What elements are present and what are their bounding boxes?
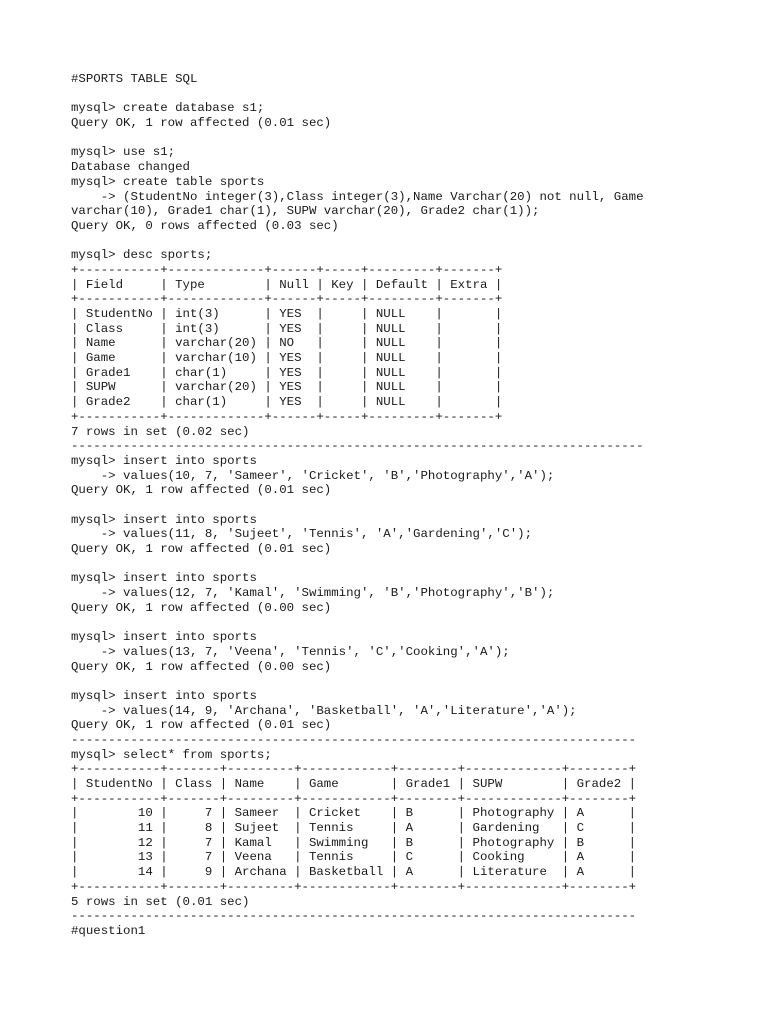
table-row: | 12 | 7 | Kamal | Swimming | B | Photography | B | bbox=[71, 835, 637, 850]
table-header-row: | StudentNo | Class | Name | Game | Grade1 | SUPW | Grade2 | bbox=[71, 777, 637, 791]
table-border-line: +-----------+-------+---------+------------+--------+-------------+--------+ bbox=[71, 791, 637, 806]
result-line: Query OK, 1 row affected (0.01 sec) bbox=[71, 718, 332, 733]
command-line: mysql> create database s1; bbox=[71, 101, 265, 116]
blank-line bbox=[71, 674, 761, 689]
result-line: Query OK, 0 rows affected (0.03 sec) bbox=[71, 218, 339, 233]
command-continuation-line: -> values(13, 7, 'Veena', 'Tennis', 'C','Cooking','A'); bbox=[71, 644, 510, 659]
command-continuation-line: -> values(10, 7, 'Sameer', 'Cricket', 'B','Photography','A'); bbox=[71, 468, 555, 483]
command-line: mysql> insert into sports bbox=[71, 630, 257, 645]
table-row: | Grade2 | char(1) | YES | | NULL | | bbox=[71, 395, 503, 410]
table-row: | 11 | 8 | Sujeet | Tennis | A | Gardening | C | bbox=[71, 821, 637, 836]
heading-line: #SPORTS TABLE SQL bbox=[71, 72, 198, 86]
result-line: Query OK, 1 row affected (0.01 sec) bbox=[71, 483, 332, 498]
command-continuation-line: -> values(12, 7, 'Kamal', 'Swimming', 'B','Photography','B'); bbox=[71, 586, 555, 601]
command-line: mysql> desc sports; bbox=[71, 248, 213, 263]
command-line: mysql> use s1; bbox=[71, 145, 176, 160]
command-line: mysql> insert into sports bbox=[71, 512, 257, 527]
separator-line: ---------------------------------------------------------------------------- bbox=[71, 732, 637, 747]
blank-line bbox=[71, 557, 761, 572]
table-border-line: +-----------+-------+---------+------------+--------+-------------+--------+ bbox=[71, 879, 637, 894]
table-row: | SUPW | varchar(20) | YES | | NULL | | bbox=[71, 380, 503, 395]
table-row: | StudentNo | int(3) | YES | | NULL | | bbox=[71, 307, 503, 321]
command-line: mysql> select* from sports; bbox=[71, 747, 272, 762]
command-line: mysql> insert into sports bbox=[71, 688, 257, 703]
table-row: | Name | varchar(20) | NO | | NULL | | bbox=[71, 336, 503, 351]
table-row: | 10 | 7 | Sameer | Cricket | B | Photography | A | bbox=[71, 806, 637, 821]
table-row: | 13 | 7 | Veena | Tennis | C | Cooking | A | bbox=[71, 850, 637, 865]
table-row: | Grade1 | char(1) | YES | | NULL | | bbox=[71, 365, 503, 380]
table-row: | 14 | 9 | Archana | Basketball | A | Literature | A | bbox=[71, 865, 637, 880]
blank-line bbox=[71, 498, 761, 513]
command-continuation-line: varchar(10), Grade1 char(1), SUPW varchar(20), Grade2 char(1)); bbox=[71, 204, 540, 219]
table-row: | Class | int(3) | YES | | NULL | | bbox=[71, 321, 503, 336]
command-continuation-line: -> values(14, 9, 'Archana', 'Basketball', 'A','Literature','A'); bbox=[71, 703, 577, 718]
blank-line bbox=[71, 234, 761, 249]
command-line: mysql> insert into sports bbox=[71, 453, 257, 468]
sql-transcript bbox=[71, 72, 761, 939]
table-header-row: | Field | Type | Null | Key | Default | Extra | bbox=[71, 277, 503, 292]
table-row: | Game | varchar(10) | YES | | NULL | | bbox=[71, 351, 503, 366]
separator-line: ----------------------------------------------------------------------------- bbox=[71, 439, 644, 454]
result-line: Query OK, 1 row affected (0.01 sec) bbox=[71, 542, 332, 556]
result-line: Query OK, 1 row affected (0.01 sec) bbox=[71, 116, 332, 131]
table-border-line: +-----------+-------------+------+-----+---------+-------+ bbox=[71, 292, 503, 307]
command-continuation-line: -> (StudentNo integer(3),Class integer(3),Name Varchar(20) not null, Game bbox=[71, 189, 644, 204]
blank-line bbox=[71, 87, 761, 102]
command-continuation-line: -> values(11, 8, 'Sujeet', 'Tennis', 'A','Gardening','C'); bbox=[71, 527, 533, 542]
heading-line: #question1 bbox=[71, 923, 146, 938]
table-border-line: +-----------+-------------+------+-----+---------+-------+ bbox=[71, 409, 503, 424]
blank-line bbox=[71, 615, 761, 630]
separator-line: ---------------------------------------------------------------------------- bbox=[71, 909, 637, 924]
table-border-line: +-----------+-------------+------+-----+---------+-------+ bbox=[71, 262, 503, 277]
command-line: mysql> create table sports bbox=[71, 174, 265, 189]
command-line: mysql> insert into sports bbox=[71, 571, 257, 586]
blank-line bbox=[71, 131, 761, 146]
result-line: Query OK, 1 row affected (0.00 sec) bbox=[71, 600, 332, 615]
result-line: 5 rows in set (0.01 sec) bbox=[71, 894, 250, 909]
result-line: 7 rows in set (0.02 sec) bbox=[71, 424, 250, 439]
result-line: Query OK, 1 row affected (0.00 sec) bbox=[71, 659, 332, 674]
table-border-line: +-----------+-------+---------+------------+--------+-------------+--------+ bbox=[71, 762, 637, 777]
result-line: Database changed bbox=[71, 160, 190, 175]
